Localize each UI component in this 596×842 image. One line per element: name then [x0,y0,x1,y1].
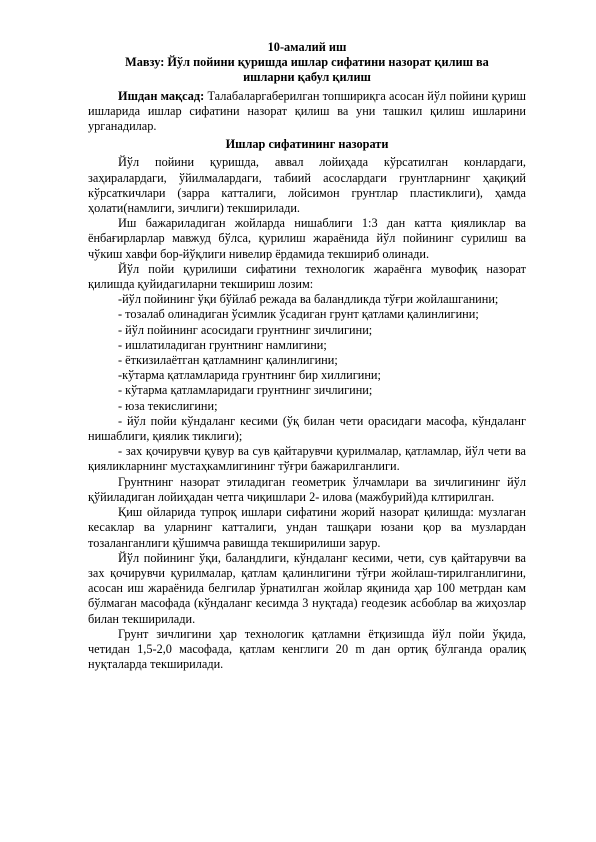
list-item: - йўл пойининг асосидаги грунтнинг зичлигини; [118,322,373,337]
topic-line-2: ишларни қабул қилиш [243,70,371,85]
section-title: Ишлар сифатининг назорати [225,137,389,152]
goal-text: Талабаларгаберилган топшириқга асосан йўл пойини қуриш ишларида ишлар сифатини назорат қилиш ва уни ташкил қилиш ишларини урганадилар. [88,88,526,134]
paragraph-6: Йўл пойининг ўқи, баландлиги, кўндаланг кесими, чети, сув қайтарувчи ва зах қочирувчи қурилмалар, қатлам қалинлигини тўғри жойлаш-тирилганлигини, асосан иш жараёнида белгилар ўрнатилган жойлар яқинида ҳар 100 метрдан кам бўлмаган масофада (кўндаланг кесимда 3 нуқтада) геодезик асбоблар ва жиҳозлар билан текширилади. [88,550,526,626]
paragraph-2: Иш бажариладиган жойларда нишаблиги 1:3 дан катта қияликлар ва ёнбағирларлар мавжуд бўлса, қурилиш жараёнида йўл пойининг сурилиш ва чўкиш хавфи бор-йўқлиги нивелир ёрдамида текшириб олинади. [88,216,526,261]
list-item: - тозалаб олинадиган ўсимлик ўсадиган грунт қатлами қалинлигини; [118,307,479,322]
document-page [88,40,526,672]
goal-paragraph [88,89,526,135]
goal-label: Ишдан мақсад: [118,88,205,103]
list-item: - кўтарма қатламларидаги грунтнинг зичлигини; [118,383,373,398]
list-item: - ёткизилаётган қатламнинг қалинлигини; [118,353,338,368]
list-item: - зах қочирувчи қувур ва сув қайтарувчи қурилмалар, қатламлар, йўл чети ва қияликларнинг мустаҳкамлигининг тўғри бажарилганлиги. [88,444,526,474]
paragraph-7: Грунт зичлигини ҳар технологик қатламни ётқизишда йўл пойи ўқида, четидан 1,5-2,0 масофада, қатлам кенглиги 20 m дан ортиқ бўлганда оралиқ нуқталарда текширилади. [88,626,526,672]
paragraph-1: Йўл пойини қуришда, аввал лойиҳада кўрсатилган конлардаги, заҳиралардаги, ўйилмалардаги, табиий асослардаги грунтларнинг ҳақиқий кўрсаткичлари (зарра катталиги, лойсимон грунтлар пластиклиги), ҳамда ҳолати(намлиги, зичлиги) текширилади. [88,155,526,216]
paragraph-5: Қиш ойларида тупроқ ишлари сифатини жорий назорат қилишда: музлаган кесаклар ва уларнинг катталиги, ундан ташқари юзани қор ва музлардан тозаланганлиги қўшимча равишда текширилиши зарур. [88,505,526,550]
list-item: - юза текислигини; [118,398,218,413]
page-heading: 10-амалий иш [267,40,347,54]
topic-line-1: Мавзу: Йўл пойини қуришда ишлар сифатини назорат қилиш ва [125,55,489,70]
list-item: - йўл пойи кўндаланг кесими (ўқ билан чети орасидаги масофа, кўндаланг нишаблиги, қиялик тиклиги); [88,413,526,444]
paragraph-4: Грунтнинг назорат этиладиган геометрик ўлчамлари ва зичлигининг йўл қўйиладиган лойиҳадан четга чиқишлари 2- илова (мажбурий)да клтирилган. [88,474,526,504]
list-item: - ишлатиладиган грунтнинг намлигини; [118,337,327,352]
list-item: -кўтарма қатламларида грунтнинг бир хиллигини; [118,368,381,383]
paragraph-3: Йўл пойи қурилиши сифатини технологик жараёнга мувофиқ назорат қилишда қуйидагиларни текшириш лозим: [88,261,526,292]
list-item: -йўл пойининг ўқи бўйлаб режада ва баландликда тўғри жойлашганини; [118,292,499,307]
